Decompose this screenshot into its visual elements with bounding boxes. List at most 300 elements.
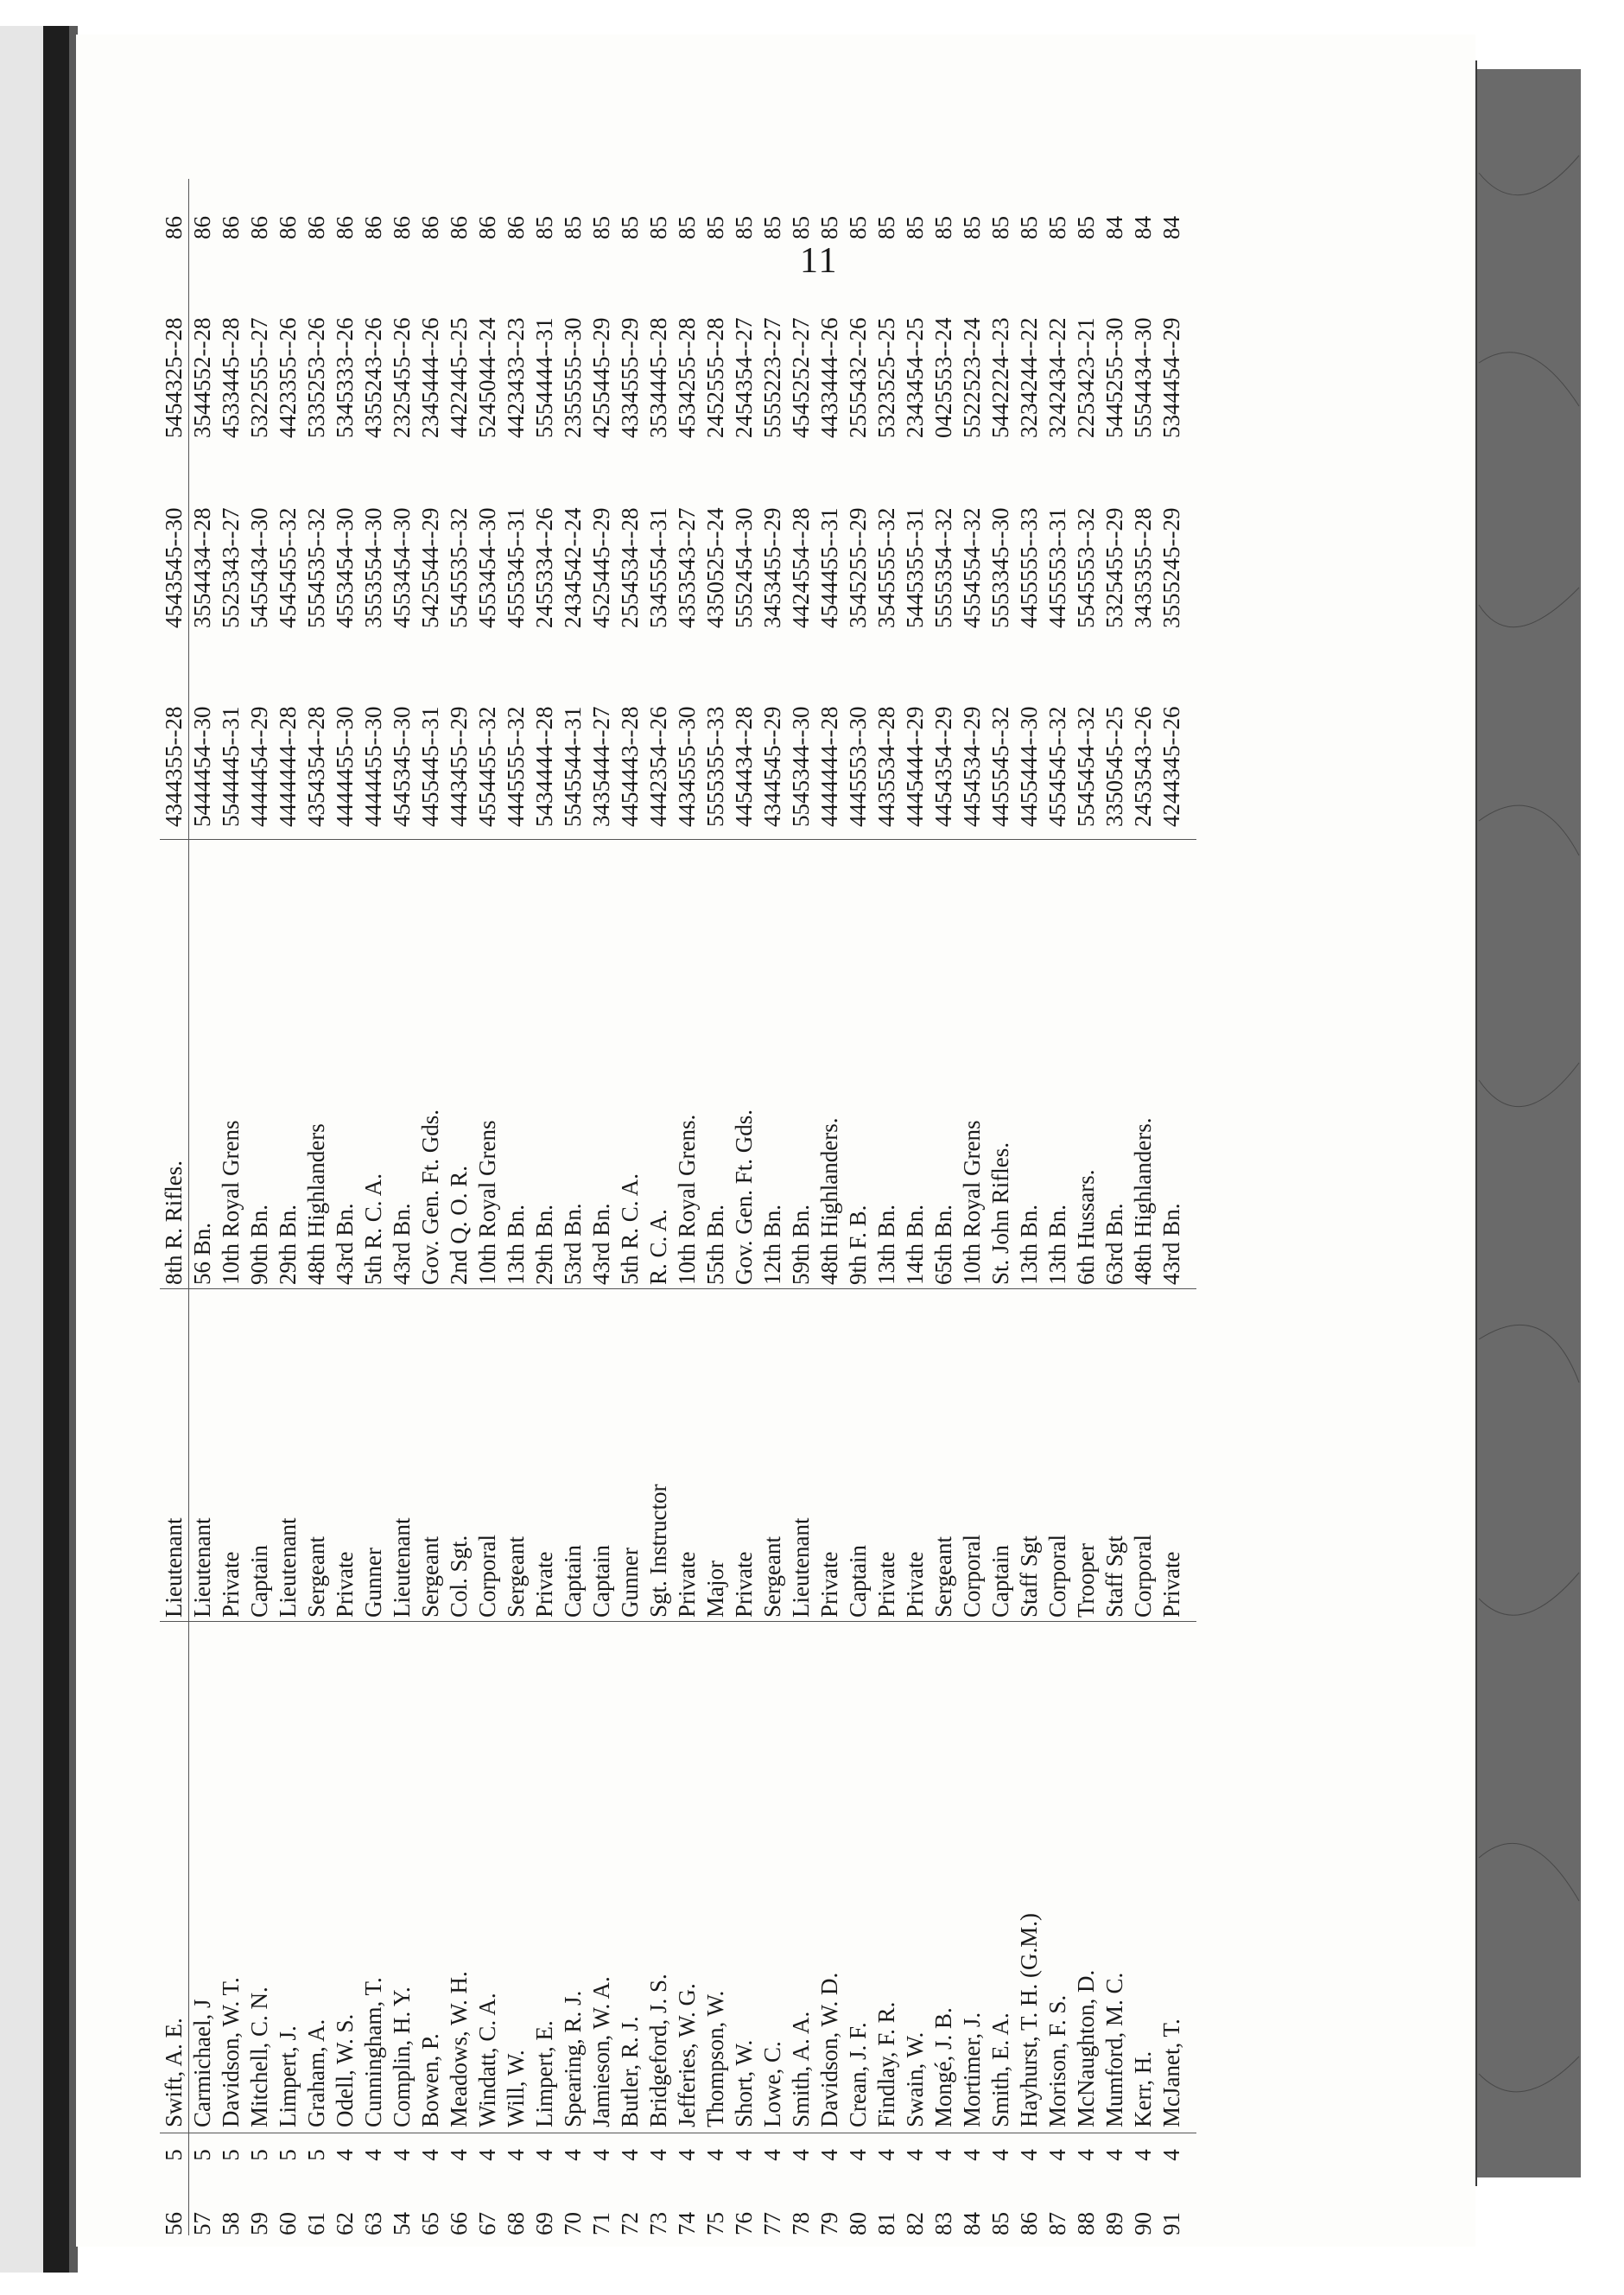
- score-cell-1: 4244345--26: [1158, 706, 1184, 827]
- rank-cell: Captain: [845, 1545, 871, 1618]
- score-cell-2: 5554535--32: [303, 507, 329, 628]
- count-cell: 4: [674, 2149, 700, 2161]
- name-cell: Meadows, W. H.: [446, 1971, 472, 2127]
- table-row: [1158, 216, 1186, 2235]
- rank-cell: Captain: [246, 1545, 272, 1618]
- row-number: 84: [959, 2212, 985, 2235]
- count-cell: 4: [845, 2149, 871, 2161]
- score-cell-2: 4525445--29: [588, 507, 614, 628]
- count-cell: 5: [303, 2149, 329, 2161]
- score-cell-1: 4554545--32: [1044, 706, 1070, 827]
- count-cell: 4: [389, 2149, 415, 2161]
- score-cell-3: 5554444--31: [531, 317, 557, 438]
- score-cell-2: 3555245--29: [1158, 507, 1184, 628]
- score-cell-2: 4350525--24: [702, 507, 728, 628]
- score-cell-2: 4543545--30: [161, 507, 187, 628]
- rank-cell: Sergeant: [303, 1536, 329, 1618]
- row-number: 88: [1073, 2212, 1099, 2235]
- name-cell: Mongé, J. B.: [930, 2007, 956, 2127]
- name-cell: Bridgeford, J. S.: [645, 1974, 671, 2127]
- score-cell-3: 4423433--23: [503, 317, 529, 438]
- score-cell-1: 5444454--30: [189, 706, 215, 827]
- score-cell-3: 2452555--28: [702, 317, 728, 438]
- score-cell-3: 5344454--29: [1158, 317, 1184, 438]
- total-cell: 85: [1016, 216, 1042, 239]
- score-cell-1: 3435444--27: [588, 706, 614, 827]
- total-cell: 85: [816, 216, 842, 239]
- row-number: 62: [332, 2212, 358, 2235]
- score-cell-2: 4544455--31: [816, 507, 842, 628]
- name-cell: Morison, F. S.: [1044, 1994, 1070, 2127]
- score-cell-3: 5522523--24: [959, 317, 985, 438]
- name-cell: Cunningham, T.: [360, 1977, 386, 2127]
- total-cell: 85: [731, 216, 757, 239]
- score-cell-1: 5434444--28: [531, 706, 557, 827]
- total-cell: 86: [246, 216, 272, 239]
- total-cell: 85: [588, 216, 614, 239]
- table-row: [245, 216, 274, 2235]
- table-row: [359, 216, 388, 2235]
- total-cell: 85: [1073, 216, 1099, 239]
- score-cell-3: 4255445--29: [588, 317, 614, 438]
- count-cell: 4: [930, 2149, 956, 2161]
- table-row: [844, 216, 872, 2235]
- score-cell-2: 4555345--31: [503, 507, 529, 628]
- column-divider: [160, 1288, 1196, 1289]
- score-cell-2: 5455434--30: [246, 507, 272, 628]
- rank-cell: Staff Sgt: [1101, 1535, 1127, 1618]
- rank-cell: Captain: [560, 1545, 586, 1618]
- total-cell: 86: [389, 216, 415, 239]
- score-cell-3: 2355555--30: [560, 317, 586, 438]
- row-number: 86: [1016, 2212, 1042, 2235]
- total-cell: 86: [360, 216, 386, 239]
- row-number: 57: [189, 2212, 215, 2235]
- unit-cell: 10th Royal Grens: [218, 1120, 244, 1285]
- table-row: [616, 216, 644, 2235]
- score-cell-1: 4455445--31: [417, 706, 443, 827]
- score-cell-3: 5442224--23: [987, 317, 1013, 438]
- total-cell: 85: [930, 216, 956, 239]
- score-cell-3: 5445255--30: [1101, 317, 1127, 438]
- table-row: [217, 216, 245, 2235]
- score-cell-2: 5445355--31: [902, 507, 928, 628]
- unit-cell: R. C. A.: [645, 1209, 671, 1285]
- score-cell-3: 3242434--22: [1044, 317, 1070, 438]
- score-cell-2: 3545555--32: [873, 507, 899, 628]
- score-cell-1: 4435534--28: [873, 706, 899, 827]
- unit-cell: 5th R. C. A.: [360, 1173, 386, 1285]
- total-cell: 86: [218, 216, 244, 239]
- score-cell-1: 4434555--30: [674, 706, 700, 827]
- name-cell: McJanet, T.: [1158, 2018, 1184, 2127]
- score-cell-1: 5544445--31: [218, 706, 244, 827]
- rank-cell: Private: [674, 1551, 700, 1618]
- row-number: 82: [902, 2212, 928, 2235]
- score-cell-3: 4533445--28: [218, 317, 244, 438]
- row-number: 69: [531, 2212, 557, 2235]
- row-number: 58: [218, 2212, 244, 2235]
- unit-cell: 43rd Bn.: [1158, 1203, 1184, 1285]
- total-cell: 84: [1101, 216, 1127, 239]
- row-number: 61: [303, 2212, 329, 2235]
- score-cell-2: 5345554--31: [645, 507, 671, 628]
- name-cell: Spearing, R. J.: [560, 1990, 586, 2127]
- rank-cell: Lieutenant: [189, 1517, 215, 1618]
- name-cell: Odell, W. S.: [332, 2013, 358, 2127]
- total-cell: 85: [902, 216, 928, 239]
- score-cell-3: 5554434--30: [1130, 317, 1156, 438]
- rank-cell: Lieutenant: [275, 1517, 301, 1618]
- score-cell-3: 4422445--25: [446, 317, 472, 438]
- count-cell: 4: [474, 2149, 500, 2161]
- row-number: 67: [474, 2212, 500, 2235]
- name-cell: Swift, A. E.: [161, 2018, 187, 2127]
- score-cell-2: 3553554--30: [360, 507, 386, 628]
- score-cell-3: 2345444--26: [417, 317, 443, 438]
- count-cell: 4: [446, 2149, 472, 2161]
- score-cell-2: 4353543--27: [674, 507, 700, 628]
- total-cell: 85: [560, 216, 586, 239]
- score-cell-2: 5525343--27: [218, 507, 244, 628]
- unit-cell: 43rd Bn.: [389, 1203, 415, 1285]
- row-number: 76: [731, 2212, 757, 2235]
- table-row: [1044, 216, 1072, 2235]
- table-row: [559, 216, 587, 2235]
- total-cell: 86: [161, 216, 187, 239]
- unit-cell: 10th Royal Grens: [474, 1120, 500, 1285]
- score-cell-2: 3453455--29: [759, 507, 785, 628]
- score-cell-3: 4334555--29: [617, 317, 643, 438]
- score-cell-3: 3534445--28: [645, 317, 671, 438]
- score-cell-1: 4444444--28: [275, 706, 301, 827]
- table-row: [274, 216, 302, 2235]
- name-cell: Smith, A. A.: [788, 2011, 814, 2127]
- score-cell-3: 4423355--26: [275, 317, 301, 438]
- name-cell: Davidson, W. T.: [218, 1977, 244, 2127]
- count-cell: 5: [161, 2149, 187, 2161]
- name-cell: Butler, R. J.: [617, 2016, 643, 2127]
- name-cell: Carmichael, J: [189, 1999, 215, 2127]
- name-cell: Mortimer, J.: [959, 2012, 985, 2127]
- page-number: 11: [800, 241, 839, 281]
- score-cell-2: 2434542--24: [560, 507, 586, 628]
- unit-cell: 90th Bn.: [246, 1204, 272, 1285]
- row-number: 60: [275, 2212, 301, 2235]
- rank-cell: Corporal: [1130, 1535, 1156, 1618]
- total-cell: 84: [1130, 216, 1156, 239]
- row-number: 54: [389, 2212, 415, 2235]
- count-cell: 4: [759, 2149, 785, 2161]
- count-cell: 4: [873, 2149, 899, 2161]
- row-number: 70: [560, 2212, 586, 2235]
- rank-cell: Gunner: [617, 1548, 643, 1618]
- rank-cell: Sergeant: [930, 1536, 956, 1618]
- unit-cell: 10th Royal Grens: [959, 1120, 985, 1285]
- table-row: [958, 216, 986, 2235]
- total-cell: 86: [474, 216, 500, 239]
- name-cell: Limpert, J.: [275, 2025, 301, 2127]
- rank-cell: Sergeant: [759, 1536, 785, 1618]
- unit-cell: Gov. Gen. Ft. Gds.: [417, 1109, 443, 1285]
- score-cell-1: 5545344--30: [788, 706, 814, 827]
- count-cell: 4: [531, 2149, 557, 2161]
- total-cell: 85: [645, 216, 671, 239]
- score-cell-2: 4424554--28: [788, 507, 814, 628]
- rank-cell: Col. Sgt.: [446, 1535, 472, 1618]
- score-cell-2: 4455553--31: [1044, 507, 1070, 628]
- name-cell: Mumford, M. C.: [1101, 1972, 1127, 2127]
- unit-cell: 13th Bn.: [1044, 1204, 1070, 1285]
- count-cell: 4: [1044, 2149, 1070, 2161]
- total-cell: 85: [845, 216, 871, 239]
- unit-cell: 59th Bn.: [788, 1204, 814, 1285]
- name-cell: Crean, J. F.: [845, 2022, 871, 2127]
- count-cell: 4: [560, 2149, 586, 2161]
- table-row: [1129, 216, 1158, 2235]
- row-number: 63: [360, 2212, 386, 2235]
- rank-cell: Corporal: [474, 1535, 500, 1618]
- count-cell: 4: [1073, 2149, 1099, 2161]
- score-cell-1: 4554455--32: [474, 706, 500, 827]
- name-cell: Findlay, F. R.: [873, 2001, 899, 2127]
- count-cell: 5: [189, 2149, 215, 2161]
- name-cell: Windatt, C. A.: [474, 1993, 500, 2127]
- table-row: [1072, 216, 1101, 2235]
- total-cell: 85: [959, 216, 985, 239]
- rank-cell: Private: [218, 1551, 244, 1618]
- unit-cell: 43rd Bn.: [332, 1203, 358, 1285]
- rank-cell: Sergeant: [417, 1536, 443, 1618]
- rank-cell: Staff Sgt: [1016, 1535, 1042, 1618]
- table-row: [587, 216, 616, 2235]
- table-row: [388, 216, 416, 2235]
- total-cell: 85: [617, 216, 643, 239]
- table-row: [473, 216, 502, 2235]
- count-cell: 4: [788, 2149, 814, 2161]
- row-number: 91: [1158, 2212, 1184, 2235]
- rank-cell: Sgt. Instructor: [645, 1484, 671, 1618]
- name-cell: Smith, E. A.: [987, 2012, 1013, 2127]
- unit-cell: 43rd Bn.: [588, 1203, 614, 1285]
- row-number: 80: [845, 2212, 871, 2235]
- name-cell: Kerr, H.: [1130, 2050, 1156, 2127]
- total-cell: 85: [1044, 216, 1070, 239]
- row-number: 72: [617, 2212, 643, 2235]
- name-cell: Graham, A.: [303, 2018, 329, 2127]
- rank-cell: Captain: [987, 1545, 1013, 1618]
- score-cell-2: 5553345--30: [987, 507, 1013, 628]
- score-cell-1: 4454443--28: [617, 706, 643, 827]
- rank-cell: Captain: [588, 1545, 614, 1618]
- count-cell: 4: [645, 2149, 671, 2161]
- unit-cell: 6th Hussars.: [1073, 1169, 1099, 1285]
- total-cell: 86: [332, 216, 358, 239]
- table-row: [188, 216, 217, 2235]
- score-cell-2: 4545455--32: [275, 507, 301, 628]
- score-cell-1: 4444455--30: [332, 706, 358, 827]
- count-cell: 4: [1016, 2149, 1042, 2161]
- table-row: [758, 216, 787, 2235]
- count-cell: 4: [731, 2149, 757, 2161]
- score-cell-3: 5323525--25: [873, 317, 899, 438]
- row-number: 74: [674, 2212, 700, 2235]
- score-cell-1: 4445553--30: [845, 706, 871, 827]
- rank-cell: Major: [702, 1561, 728, 1618]
- score-cell-1: 4454534--29: [959, 706, 985, 827]
- score-cell-3: 4433444--26: [816, 317, 842, 438]
- table-row: [1101, 216, 1129, 2235]
- total-cell: 86: [446, 216, 472, 239]
- score-cell-3: 5345333--26: [332, 317, 358, 438]
- count-cell: 4: [360, 2149, 386, 2161]
- score-cell-2: 5545535--32: [446, 507, 472, 628]
- rank-cell: Private: [332, 1551, 358, 1618]
- table-row: [901, 216, 929, 2235]
- count-cell: 4: [503, 2149, 529, 2161]
- score-cell-1: 4455444--30: [1016, 706, 1042, 827]
- unit-cell: 48th Highlanders: [303, 1123, 329, 1285]
- name-cell: McNaughton, D.: [1073, 1969, 1099, 2127]
- score-cell-3: 5555223--27: [759, 317, 785, 438]
- table-row: [673, 216, 701, 2235]
- score-cell-1: 4444444--28: [816, 706, 842, 827]
- score-cell-3: 2343454--25: [902, 317, 928, 438]
- name-cell: Complin, H. Y.: [389, 1987, 415, 2127]
- row-number: 83: [930, 2212, 956, 2235]
- score-cell-2: 5325455--29: [1101, 507, 1127, 628]
- count-cell: 4: [902, 2149, 928, 2161]
- score-cell-1: 4442354--26: [645, 706, 671, 827]
- score-cell-1: 3350545--25: [1101, 706, 1127, 827]
- unit-cell: Gov. Gen. Ft. Gds.: [731, 1109, 757, 1285]
- row-number: 90: [1130, 2212, 1156, 2235]
- table-row: [502, 216, 530, 2235]
- count-cell: 4: [617, 2149, 643, 2161]
- unit-cell: 29th Bn.: [275, 1204, 301, 1285]
- table-row: [445, 216, 473, 2235]
- row-number: 68: [503, 2212, 529, 2235]
- score-cell-3: 2555432--26: [845, 317, 871, 438]
- rank-cell: Corporal: [1044, 1535, 1070, 1618]
- row-number: 66: [446, 2212, 472, 2235]
- unit-cell: 48th Highlanders.: [816, 1117, 842, 1285]
- unit-cell: 65th Bn.: [930, 1204, 956, 1285]
- score-cell-1: 4455545--32: [987, 706, 1013, 827]
- name-cell: Jefferies, W. G.: [674, 1983, 700, 2127]
- score-cell-1: 4344545--29: [759, 706, 785, 827]
- name-cell: Mitchell, C. N.: [246, 1987, 272, 2127]
- total-cell: 85: [674, 216, 700, 239]
- table-row: [302, 216, 331, 2235]
- unit-cell: 10th Royal Grens.: [674, 1114, 700, 1285]
- row-number: 59: [246, 2212, 272, 2235]
- unit-cell: 2nd Q. O. R.: [446, 1165, 472, 1285]
- score-cell-3: 5245044--24: [474, 317, 500, 438]
- table-row: [872, 216, 901, 2235]
- score-cell-1: 4354354--28: [303, 706, 329, 827]
- unit-cell: St. John Rifles.: [987, 1141, 1013, 1285]
- score-cell-2: 4455555--33: [1016, 507, 1042, 628]
- count-cell: 4: [1158, 2149, 1184, 2161]
- table-row: [1015, 216, 1044, 2235]
- count-cell: 4: [816, 2149, 842, 2161]
- table-row: [701, 216, 730, 2235]
- count-cell: 5: [275, 2149, 301, 2161]
- unit-cell: 48th Highlanders.: [1130, 1117, 1156, 1285]
- row-number: 56: [161, 2212, 187, 2235]
- score-cell-2: 4553454--30: [332, 507, 358, 628]
- unit-cell: 56 Bn.: [189, 1222, 215, 1285]
- rank-cell: Private: [531, 1551, 557, 1618]
- score-cell-2: 2455334--26: [531, 507, 557, 628]
- table-row: [160, 216, 188, 2235]
- count-cell: 4: [1130, 2149, 1156, 2161]
- unit-cell: 5th R. C. A.: [617, 1173, 643, 1285]
- count-cell: 5: [218, 2149, 244, 2161]
- score-cell-2: 5552454--30: [731, 507, 757, 628]
- name-cell: Davidson, W. D.: [816, 1972, 842, 2127]
- score-cell-2: 3545255--29: [845, 507, 871, 628]
- row-number: 87: [1044, 2212, 1070, 2235]
- rank-cell: Private: [1158, 1551, 1184, 1618]
- name-cell: Lowe, C.: [759, 2041, 785, 2127]
- total-cell: 85: [788, 216, 814, 239]
- score-cell-2: 5545553--32: [1073, 507, 1099, 628]
- unit-cell: 55th Bn.: [702, 1204, 728, 1285]
- score-cell-1: 4445444--29: [902, 706, 928, 827]
- count-cell: 4: [332, 2149, 358, 2161]
- score-cell-1: 4545345--30: [389, 706, 415, 827]
- unit-cell: 13th Bn.: [873, 1204, 899, 1285]
- score-cell-3: 4534255--28: [674, 317, 700, 438]
- score-cell-1: 4443455--29: [446, 706, 472, 827]
- count-cell: 4: [588, 2149, 614, 2161]
- table-row: [331, 216, 359, 2235]
- rank-cell: Trooper: [1073, 1542, 1099, 1618]
- unit-cell: 8th R. Rifles.: [161, 1160, 187, 1285]
- name-cell: Short, W.: [731, 2039, 757, 2127]
- score-cell-3: 5322555--27: [246, 317, 272, 438]
- name-cell: Bowen, P.: [417, 2033, 443, 2127]
- row-number: 79: [816, 2212, 842, 2235]
- score-cell-1: 4454354--29: [930, 706, 956, 827]
- score-cell-1: 4454434--28: [731, 706, 757, 827]
- header-rule: [188, 179, 189, 2235]
- score-cell-2: 2554534--28: [617, 507, 643, 628]
- row-number: 89: [1101, 2212, 1127, 2235]
- score-cell-3: 0425553--24: [930, 317, 956, 438]
- total-cell: 85: [531, 216, 557, 239]
- row-number: 65: [417, 2212, 443, 2235]
- score-cell-1: 4444455--30: [360, 706, 386, 827]
- score-cell-2: 5555354--32: [930, 507, 956, 628]
- unit-cell: 29th Bn.: [531, 1204, 557, 1285]
- table-row: [986, 216, 1015, 2235]
- total-cell: 84: [1158, 216, 1184, 239]
- row-number: 85: [987, 2212, 1013, 2235]
- table-row: [929, 216, 958, 2235]
- score-cell-3: 4355243--26: [360, 317, 386, 438]
- score-cell-2: 4554554--32: [959, 507, 985, 628]
- rank-cell: Gunner: [360, 1548, 386, 1618]
- row-number: 77: [759, 2212, 785, 2235]
- score-cell-3: 2454354--27: [731, 317, 757, 438]
- score-cell-1: 5545544--31: [560, 706, 586, 827]
- unit-cell: 14th Bn.: [902, 1204, 928, 1285]
- table-row: [730, 216, 758, 2235]
- row-number: 75: [702, 2212, 728, 2235]
